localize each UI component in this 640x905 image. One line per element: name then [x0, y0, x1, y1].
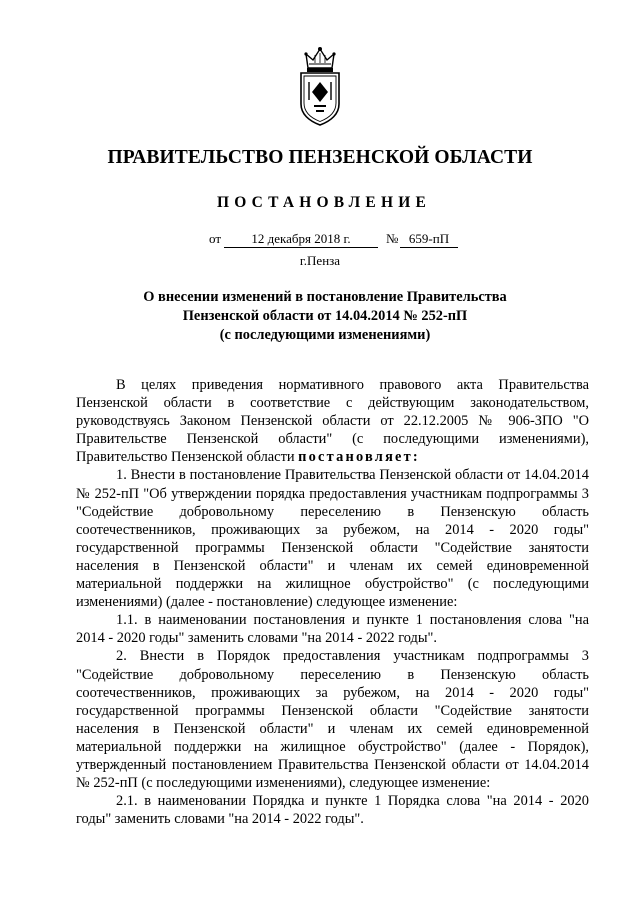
paragraph-1: 1. Внести в постановление Правительства Пензенской области от 14.04.2014 № 252-пП "Об утверждении порядка предоставления участникам подпрограммы 3 "Содействие добровольному переселению в Пензенскую область соотечественников, проживающих за рубежом, на 2014 - 2020 годы" государственной программы Пензенской области "Содействие занятости населения в Пензенской области" и членам их семей единовременной материальной поддержки на жилищное обустройство" (с последующими изменениями) (далее - постановление) следующее изменение: [76, 467, 589, 611]
intro-paragraph [76, 376, 589, 466]
document-type-heading: ПОСТАНОВЛЕНИЕ [216, 194, 432, 211]
subject-line-2: Пензенской области от 14.04.2014 № 252-пП [182, 308, 468, 324]
subject-line-1: О внесении изменений в постановление Правительства [143, 289, 507, 305]
subject-line-3: (с последующими изменениями) [219, 327, 431, 343]
from-label: от [209, 231, 222, 246]
paragraph-1-1: 1.1. в наименовании постановления и пункте 1 постановления слова "на 2014 - 2020 годы" заменить словами "на 2014 - 2022 годы". [76, 612, 589, 647]
document-body [76, 376, 589, 828]
document-date: 12 декабря 2018 г. [224, 231, 378, 248]
coat-of-arms-icon [295, 46, 345, 128]
document-subject [120, 288, 530, 345]
decree-word: постановляет: [298, 449, 420, 466]
number-label: № [386, 231, 399, 246]
document-number: 659-пП [400, 231, 458, 248]
intro-text: В целях приведения нормативного правового акта Правительства Пензенской области в соответствие с действующим законодательством, руководствуясь Законом Пензенской области от 22.12.2005 № 906-ЗПО "О Правительстве Пензенской области" (с последующими изменениями), Правительство Пензенской области [76, 377, 589, 466]
paragraph-2-1: 2.1. в наименовании Порядка и пункте 1 Порядка слова "на 2014 - 2020 годы" заменить словами "на 2014 - 2022 годы". [76, 793, 589, 828]
organization-title: ПРАВИТЕЛЬСТВО ПЕНЗЕНСКОЙ ОБЛАСТИ [107, 147, 533, 168]
city-label: г.Пенза [299, 253, 341, 268]
paragraph-2: 2. Внести в Порядок предоставления участникам подпрограммы 3 "Содействие добровольному переселению в Пензенскую область соотечественников, проживающих за рубежом, на 2014 - 2020 годы" государственной программы Пензенской области "Содействие занятости населения в Пензенской области" и членам их семей единовременной материальной поддержки на жилищное обустройство" (далее - Порядок), утвержденный постановлением Правительства Пензенской области от 14.04.2014 № 252-пП (с последующими изменениями), следующее изменение: [76, 648, 589, 792]
